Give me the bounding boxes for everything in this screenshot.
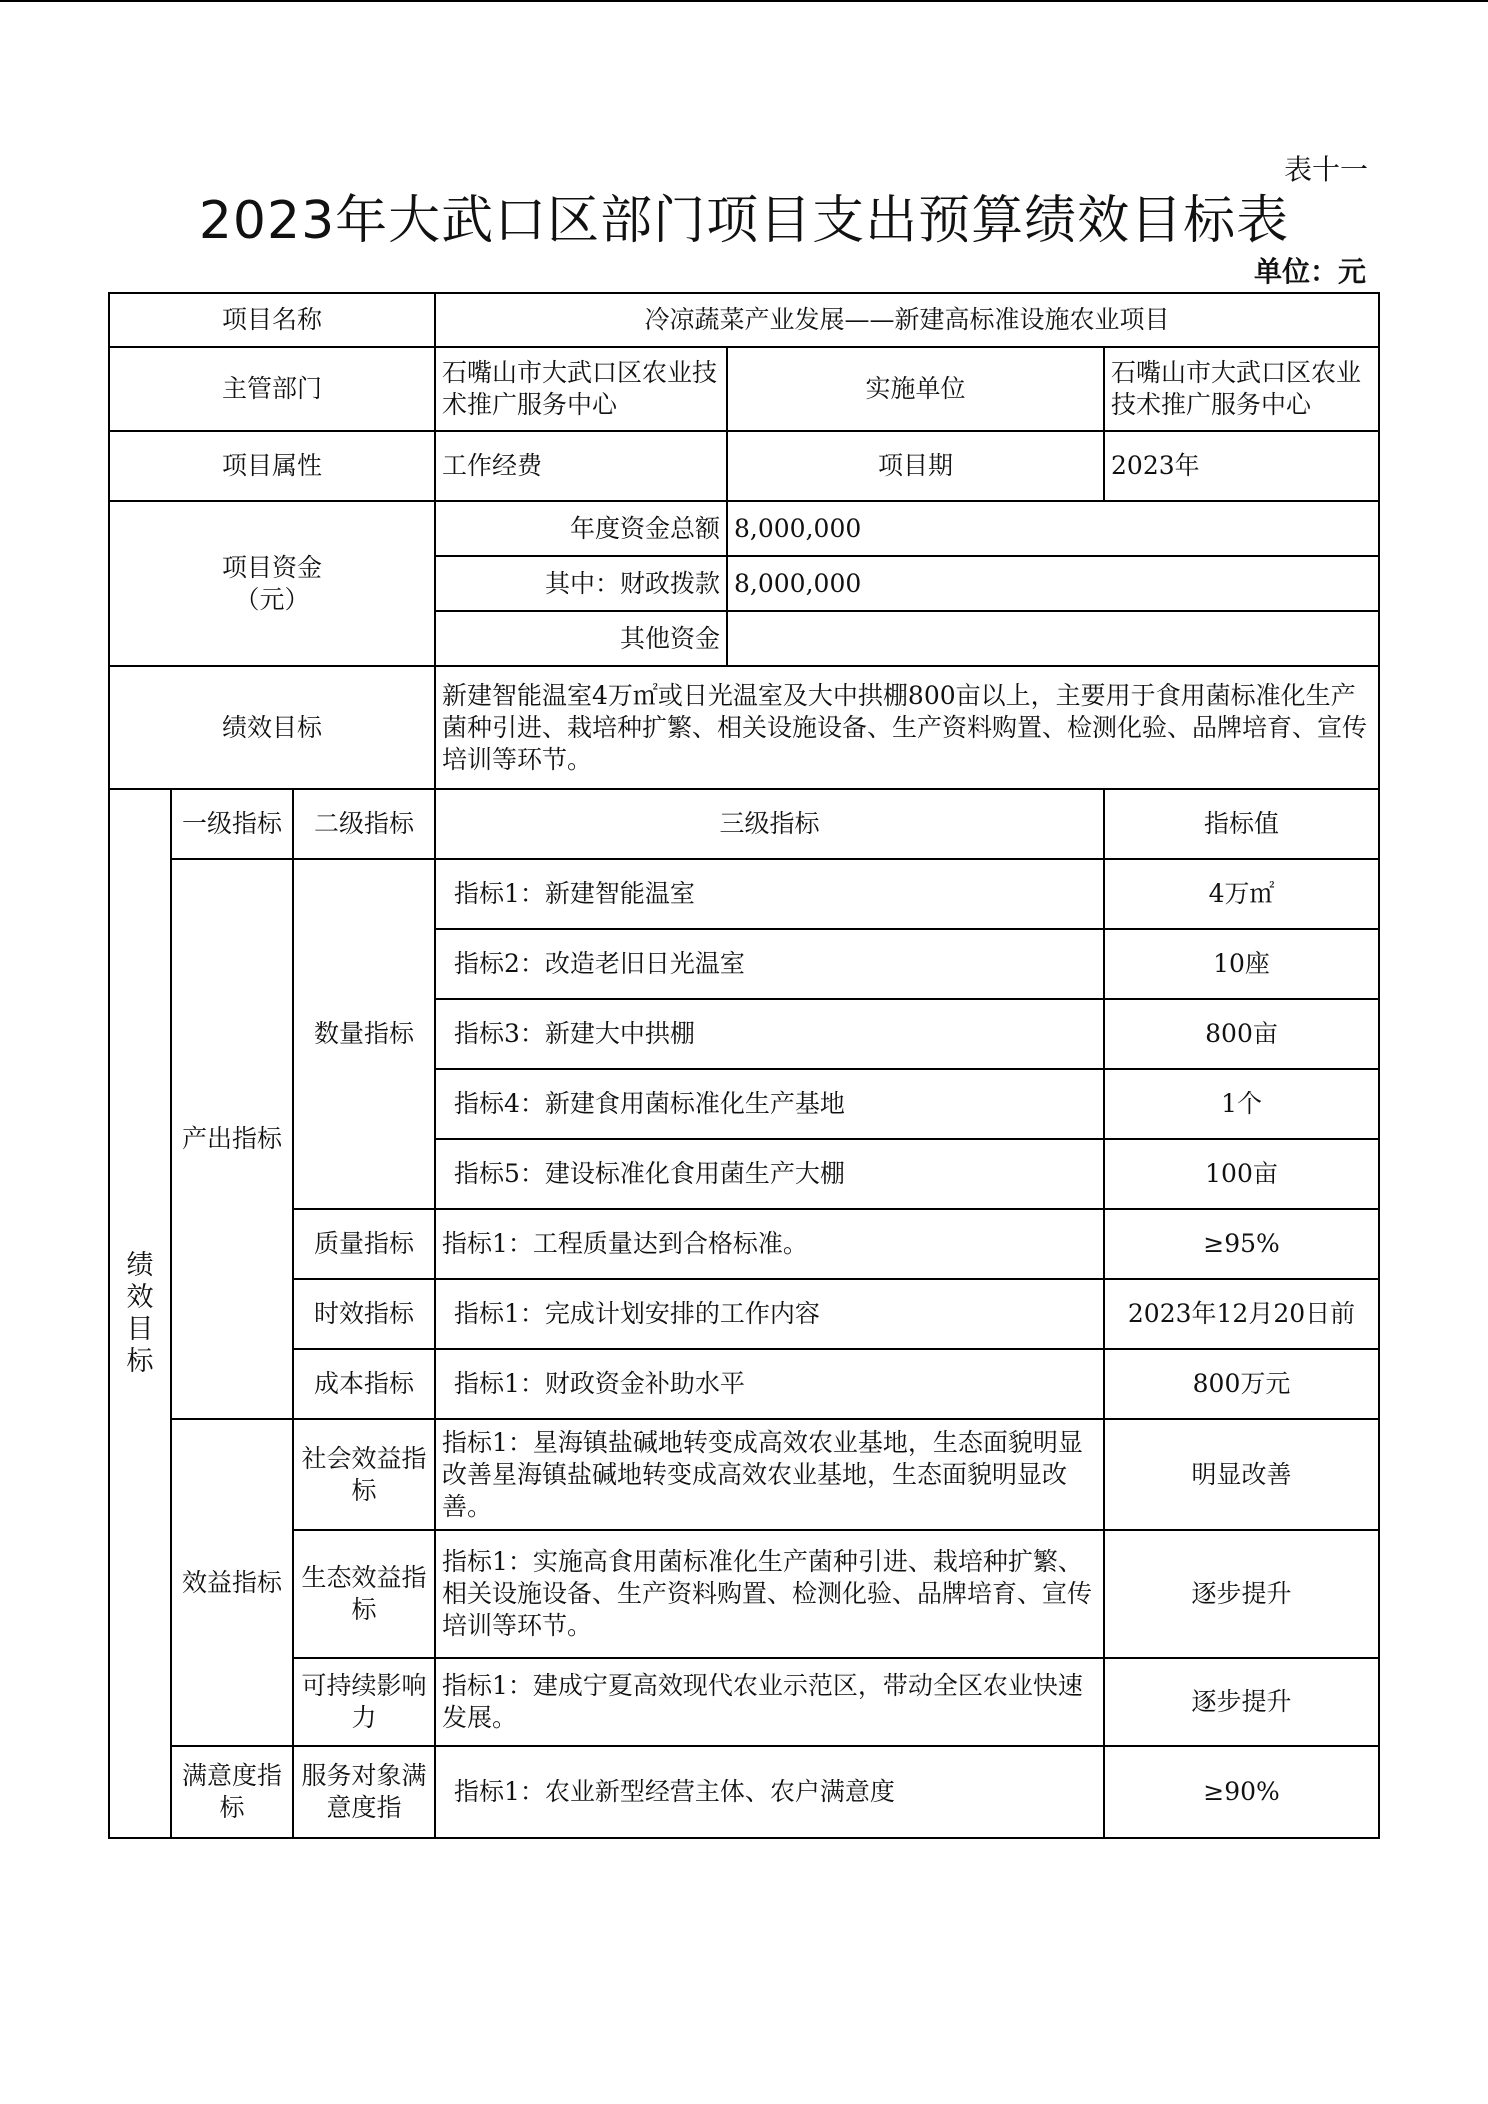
social-benefit-label: 社会效益指标: [293, 1419, 435, 1530]
row-department: [109, 347, 1379, 431]
timeliness-item-text: 指标1：完成计划安排的工作内容: [435, 1279, 1104, 1349]
section-char-1: 绩: [126, 1249, 154, 1281]
page-title: 2023年大武口区部门项目支出预算绩效目标表: [198, 191, 1290, 251]
project-attr-label: 项目属性: [109, 431, 435, 501]
header-level3: 三级指标: [435, 789, 1104, 859]
timeliness-indicator-label: 时效指标: [293, 1279, 435, 1349]
funds-other-label: 其他资金: [435, 611, 727, 666]
funds-label-line1: 项目资金: [222, 552, 323, 582]
service-satisfaction-value: ≥90%: [1104, 1746, 1379, 1838]
table-row: [109, 1419, 1379, 1530]
quantity-item-5-text: 指标5：建设标准化食用菌生产大棚: [435, 1139, 1104, 1209]
table-row: [109, 859, 1379, 929]
header-level2: 二级指标: [293, 789, 435, 859]
table-row: [109, 1658, 1379, 1746]
sustain-impact-label: 可持续影响力: [293, 1658, 435, 1746]
project-period-value: 2023年: [1104, 431, 1379, 501]
quantity-item-2-text: 指标2：改造老旧日光温室: [435, 929, 1104, 999]
funds-total-label: 年度资金总额: [435, 501, 727, 556]
row-funds-total: [109, 501, 1379, 556]
satisfaction-indicator-label: 满意度指标: [171, 1746, 293, 1838]
quality-indicator-label: 质量指标: [293, 1209, 435, 1279]
goal-label: 绩效目标: [109, 666, 435, 789]
header-level1: 一级指标: [171, 789, 293, 859]
benefit-indicator-label: 效益指标: [171, 1419, 293, 1746]
table-row: [109, 1209, 1379, 1279]
section-label-vertical: [109, 789, 171, 1838]
project-period-label: 项目期: [727, 431, 1104, 501]
quantity-item-2-value: 10座: [1104, 929, 1379, 999]
quantity-item-1-value: 4万㎡: [1104, 859, 1379, 929]
impl-unit-value: 石嘴山市大武口区农业技术推广服务中心: [1104, 347, 1379, 431]
cost-item-text: 指标1：财政资金补助水平: [435, 1349, 1104, 1419]
service-satisfaction-label: 服务对象满意度指: [293, 1746, 435, 1838]
header-value: 指标值: [1104, 789, 1379, 859]
quantity-item-1-text: 指标1：新建智能温室: [435, 859, 1104, 929]
table-row: [109, 1349, 1379, 1419]
project-attr-value: 工作经费: [435, 431, 727, 501]
table-row: [109, 1746, 1379, 1838]
sustain-impact-value: 逐步提升: [1104, 1658, 1379, 1746]
quality-item-value: ≥95%: [1104, 1209, 1379, 1279]
eco-benefit-text: 指标1：实施高食用菌标准化生产菌种引进、栽培种扩繁、相关设施设备、生产资料购置、检测化验、品牌培育、宣传培训等环节。: [435, 1530, 1104, 1658]
section-char-3: 目: [126, 1313, 154, 1345]
table-row: [109, 1530, 1379, 1658]
table-number: 表十一: [1284, 153, 1369, 186]
dept-label: 主管部门: [109, 347, 435, 431]
performance-table: [108, 292, 1380, 1839]
funds-fiscal-label: 其中：财政拨款: [435, 556, 727, 611]
quantity-item-3-text: 指标3：新建大中拱棚: [435, 999, 1104, 1069]
row-attribute: [109, 431, 1379, 501]
funds-total-value: 8,000,000: [727, 501, 1379, 556]
social-benefit-value: 明显改善: [1104, 1419, 1379, 1530]
cost-indicator-label: 成本指标: [293, 1349, 435, 1419]
row-project-name: [109, 293, 1379, 347]
cost-item-value: 800万元: [1104, 1349, 1379, 1419]
project-name-value: 冷凉蔬菜产业发展——新建高标准设施农业项目: [435, 293, 1379, 347]
quantity-item-3-value: 800亩: [1104, 999, 1379, 1069]
timeliness-item-value: 2023年12月20日前: [1104, 1279, 1379, 1349]
row-indicator-header: [109, 789, 1379, 859]
impl-unit-label: 实施单位: [727, 347, 1104, 431]
project-name-label: 项目名称: [109, 293, 435, 347]
quantity-item-4-value: 1个: [1104, 1069, 1379, 1139]
section-char-2: 效: [126, 1281, 154, 1313]
service-satisfaction-text: 指标1：农业新型经营主体、农户满意度: [435, 1746, 1104, 1838]
funds-label-line2: （元）: [234, 584, 310, 614]
unit-label: 单位：元: [1254, 255, 1367, 288]
funds-label: [109, 501, 435, 666]
quantity-indicator-label: 数量指标: [293, 859, 435, 1209]
output-indicator-label: 产出指标: [171, 859, 293, 1419]
row-performance-goal: [109, 666, 1379, 789]
section-char-4: 标: [126, 1345, 154, 1377]
quantity-item-5-value: 100亩: [1104, 1139, 1379, 1209]
funds-other-value: [727, 611, 1379, 666]
eco-benefit-value: 逐步提升: [1104, 1530, 1379, 1658]
quantity-item-4-text: 指标4：新建食用菌标准化生产基地: [435, 1069, 1104, 1139]
social-benefit-text: 指标1：星海镇盐碱地转变成高效农业基地，生态面貌明显改善星海镇盐碱地转变成高效农业基地，生态面貌明显改善。: [435, 1419, 1104, 1530]
funds-fiscal-value: 8,000,000: [727, 556, 1379, 611]
dept-value: 石嘴山市大武口区农业技术推广服务中心: [435, 347, 727, 431]
goal-text: 新建智能温室4万㎡或日光温室及大中拱棚800亩以上，主要用于食用菌标准化生产菌种引进、栽培种扩繁、相关设施设备、生产资料购置、检测化验、品牌培育、宣传培训等环节。: [435, 666, 1379, 789]
quality-item-text: 指标1：工程质量达到合格标准。: [435, 1209, 1104, 1279]
sustain-impact-text: 指标1：建成宁夏高效现代农业示范区，带动全区农业快速发展。: [435, 1658, 1104, 1746]
page-top-border: [0, 0, 1488, 2]
eco-benefit-label: 生态效益指标: [293, 1530, 435, 1658]
table-row: [109, 1279, 1379, 1349]
